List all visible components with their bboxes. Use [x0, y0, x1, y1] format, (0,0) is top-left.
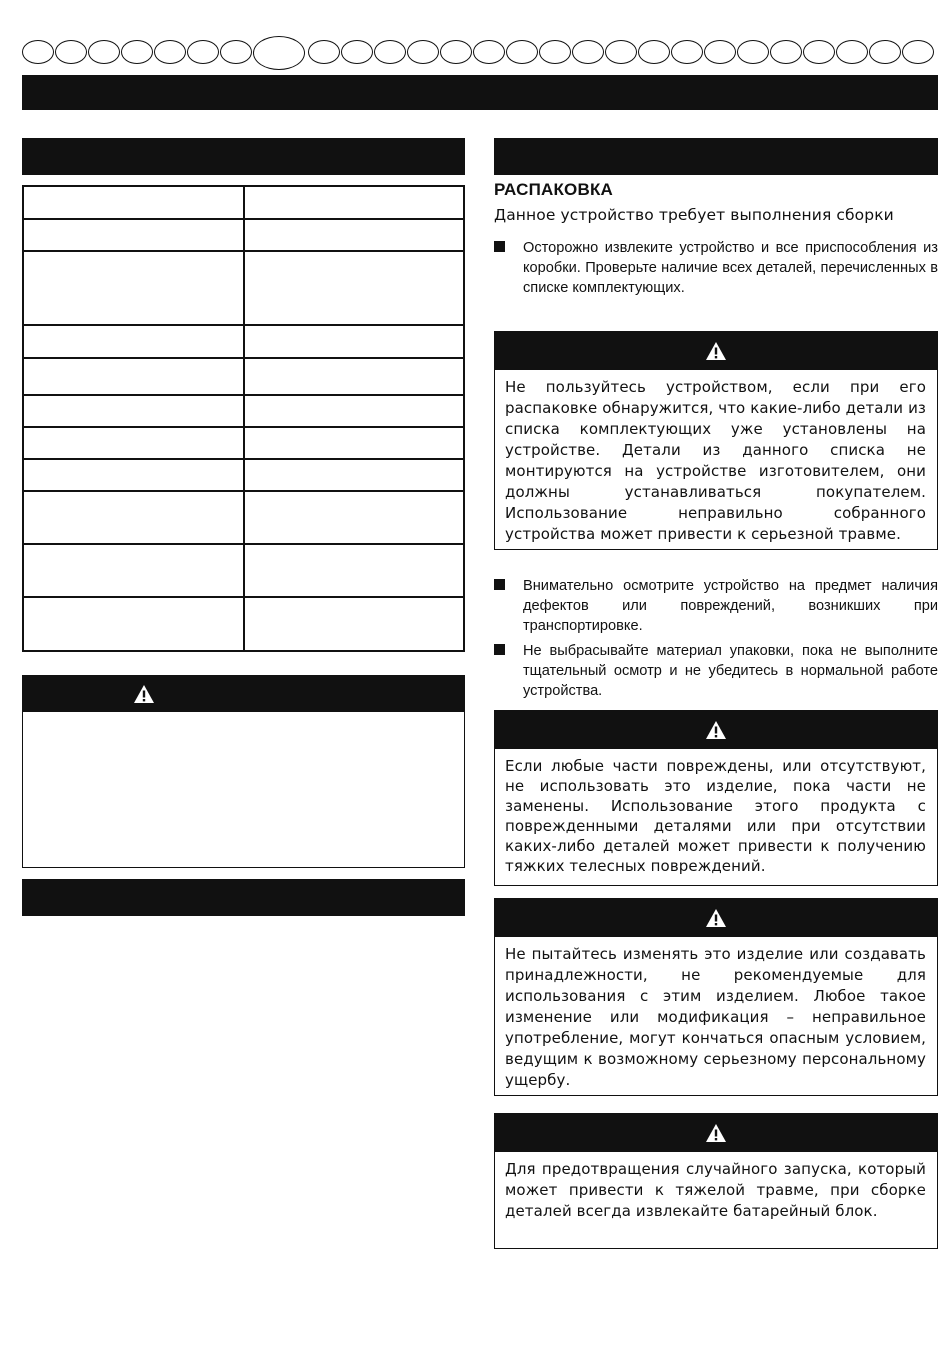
- spec-cell: [244, 459, 464, 491]
- left-warning-header: [22, 675, 465, 712]
- spec-cell: [244, 544, 464, 597]
- assembly-section-header: [494, 138, 938, 175]
- language-tab-row: [22, 36, 938, 70]
- spec-cell: [244, 358, 464, 395]
- oval-tab-icon: [506, 40, 538, 64]
- warning-box-2: [494, 710, 938, 886]
- spec-cell: [23, 459, 244, 491]
- oval-tab-icon: [308, 40, 340, 64]
- oval-tab-icon: [803, 40, 835, 64]
- oval-tab-icon: [407, 40, 439, 64]
- spec-cell: [244, 219, 464, 251]
- spec-table: [22, 185, 465, 652]
- spec-cell: [23, 427, 244, 459]
- oval-tab-icon: [704, 40, 736, 64]
- bullet-text: Не выбрасывайте материал упаковки, пока не выполните тщательный осмотр и не убедитесь в нормальной работе устройства.: [523, 643, 938, 699]
- oval-tab-icon: [473, 40, 505, 64]
- oval-tab-icon: [737, 40, 769, 64]
- oval-tab-icon: [671, 40, 703, 64]
- oval-tab-icon: [55, 40, 87, 64]
- warning-header: [495, 899, 937, 937]
- oval-tab-icon: [638, 40, 670, 64]
- spec-cell: [23, 395, 244, 427]
- list-item: [494, 641, 938, 701]
- warning-header: [495, 1114, 937, 1152]
- oval-tab-icon: [539, 40, 571, 64]
- square-bullet-icon: [494, 579, 505, 590]
- warning-text: Не пользуйтесь устройством, если при его распаковке обнаружится, что какие-либо детали из списка комплектующих уже установлены на устройстве. Детали из данного списка не монтируются на устройстве изготовителем, они должны устанавливаться покупателем. Использование неправильно собранного устройства может привести к серьезной травме.: [505, 378, 926, 543]
- oval-tab-icon: [154, 40, 186, 64]
- unpacking-intro: Данное устройство требует выполнения сборки: [494, 206, 894, 224]
- oval-tab-icon: [770, 40, 802, 64]
- spec-cell: [244, 597, 464, 651]
- spec-cell: [23, 597, 244, 651]
- oval-tab-icon: [902, 40, 934, 64]
- spec-cell: [244, 251, 464, 325]
- spec-cell: [23, 186, 244, 219]
- warning-box-4: [494, 1113, 938, 1249]
- oval-tab-icon: [374, 40, 406, 64]
- oval-tab-icon: [22, 40, 54, 64]
- spec-cell: [23, 219, 244, 251]
- left-warning-body: [22, 712, 465, 868]
- unpacking-heading: РАСПАКОВКА: [494, 180, 613, 199]
- oval-tab-icon: [605, 40, 637, 64]
- warning-header: [495, 332, 937, 370]
- spec-cell: [23, 251, 244, 325]
- warning-triangle-icon: [133, 684, 155, 704]
- oval-tab-icon: [440, 40, 472, 64]
- oval-tab-icon: [220, 40, 252, 64]
- oval-tab-icon: [88, 40, 120, 64]
- spec-cell: [23, 325, 244, 358]
- warning-box-1: [494, 331, 938, 550]
- warning-triangle-icon: [705, 1123, 727, 1143]
- warning-text: Для предотвращения случайного запуска, который может привести к тяжелой травме, при сборке деталей всегда извлекайте батарейный блок.: [505, 1160, 926, 1220]
- spec-cell: [23, 544, 244, 597]
- oval-tab-icon: [341, 40, 373, 64]
- spec-cell: [244, 395, 464, 427]
- oval-tab-icon: [121, 40, 153, 64]
- spec-cell: [23, 491, 244, 544]
- spec-cell: [23, 358, 244, 395]
- warning-triangle-icon: [705, 908, 727, 928]
- oval-tab-icon-active: [253, 36, 305, 70]
- spec-cell: [244, 491, 464, 544]
- list-item: [494, 238, 938, 298]
- warning-triangle-icon: [705, 341, 727, 361]
- square-bullet-icon: [494, 241, 505, 252]
- warning-triangle-icon: [705, 720, 727, 740]
- list-item: [494, 576, 938, 636]
- square-bullet-icon: [494, 644, 505, 655]
- spec-section-header: [22, 138, 465, 175]
- oval-tab-icon: [187, 40, 219, 64]
- oval-tab-icon: [572, 40, 604, 64]
- spec-cell: [244, 186, 464, 219]
- page-title-bar: [22, 75, 938, 110]
- warning-text: Не пытайтесь изменять это изделие или создавать принадлежности, не рекомендуемые для использования с этим изделием. Любое такое изменение или модификация – неправильное употребление, могут кончаться опасным условием, ведущим к возможному серьезному персональному ущербу.: [505, 945, 926, 1089]
- oval-tab-icon: [836, 40, 868, 64]
- left-section-header: [22, 879, 465, 916]
- oval-tab-icon: [869, 40, 901, 64]
- spec-cell: [244, 427, 464, 459]
- bullet-text: Осторожно извлеките устройство и все приспособления из коробки. Проверьте наличие всех деталей, перечисленных в списке комплектующих.: [523, 240, 938, 296]
- warning-header: [495, 711, 937, 749]
- spec-cell: [244, 325, 464, 358]
- warning-text: Если любые части повреждены, или отсутствуют, не использовать это изделие, пока части не заменены. Использование этого продукта с поврежденными деталями или при отсутствии каких-либо деталей может привести к получению тяжких телесных повреждений.: [505, 757, 926, 875]
- warning-box-3: [494, 898, 938, 1096]
- bullet-text: Внимательно осмотрите устройство на предмет наличия дефектов или повреждений, возникших при транспортировке.: [523, 578, 938, 634]
